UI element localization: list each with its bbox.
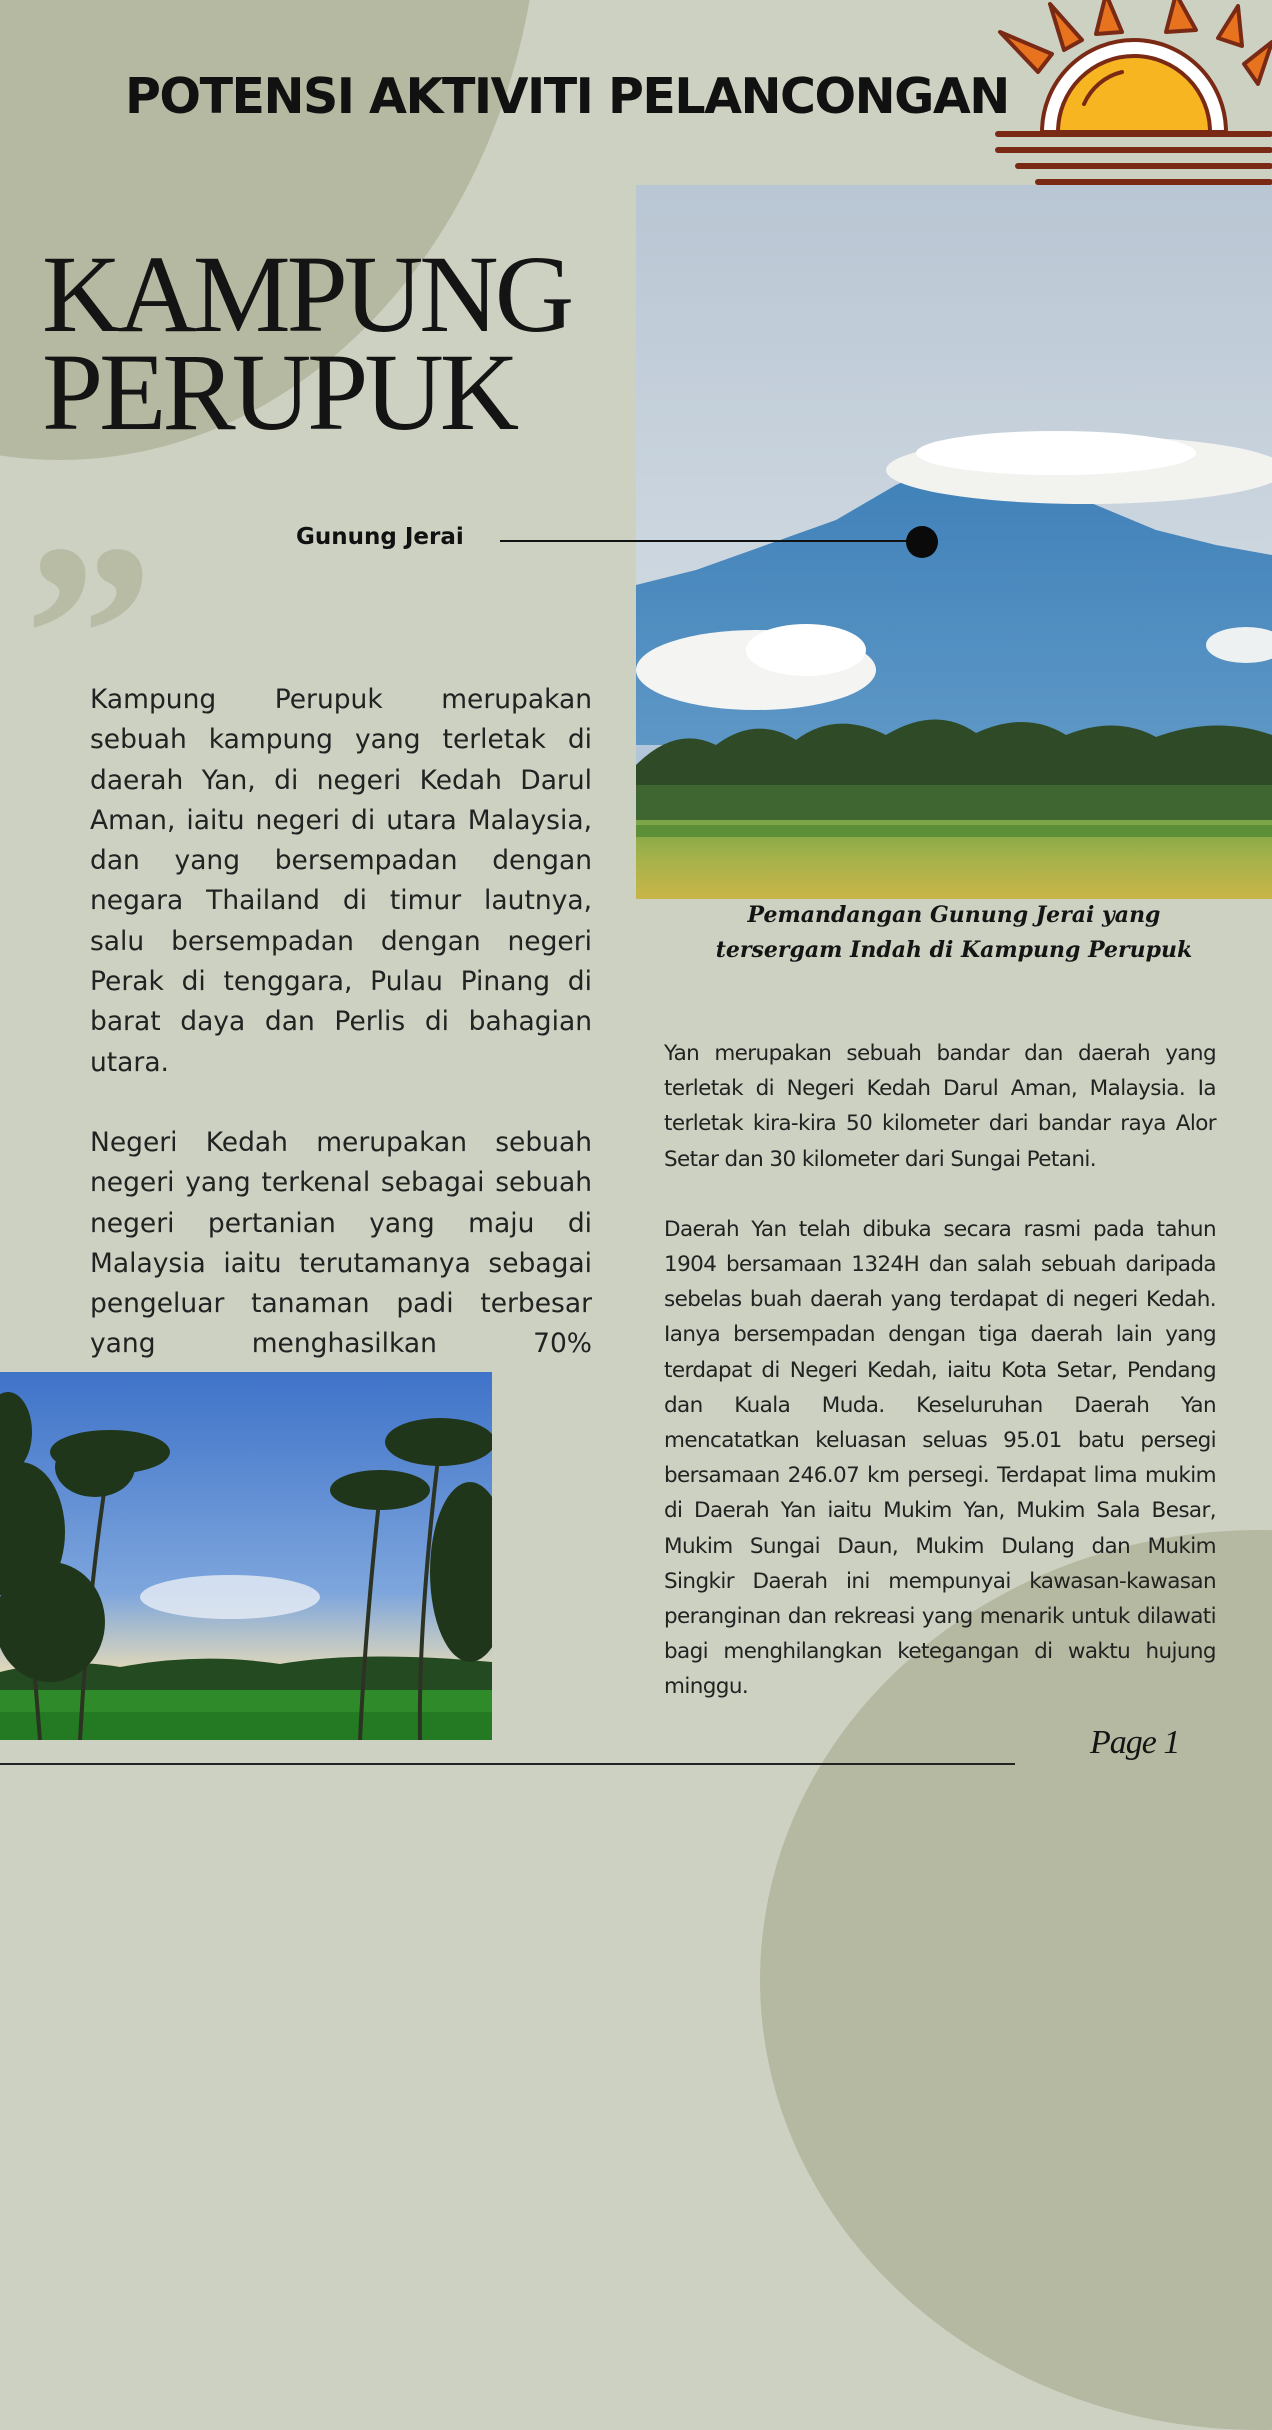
page-number: Page 1: [1090, 1724, 1180, 1761]
right-text-column: [664, 1036, 1216, 1740]
photo-caption: [636, 898, 1272, 968]
page-title-line2: PERUPUK: [42, 331, 516, 453]
page-title-line1: KAMPUNG: [42, 233, 571, 355]
photo-caption-line1: Pemandangan Gunung Jerai yang: [747, 902, 1161, 928]
photo-caption-line2: tersergam Indah di Kampung Perupuk: [715, 937, 1193, 963]
callout-label: Gunung Jerai: [296, 524, 464, 550]
callout-connector-line: [500, 540, 910, 542]
header-title: POTENSI AKTIVITI PELANCONGAN: [125, 68, 1009, 125]
callout-marker: [906, 526, 938, 558]
palm-tree-photo: [0, 1372, 492, 1740]
footer-divider: [0, 1763, 1015, 1765]
paragraph: Negeri Kedah merupakan sebuah negeri yang terkenal sebagai sebuah negeri pertanian yang maju di Malaysia iaitu terutamanya sebagai pengeluar tanaman padi terbesar yang menghasilkan 70%: [90, 1126, 592, 1360]
mountain-photo: [636, 185, 1272, 899]
paragraph: Kampung Perupuk merupakan sebuah kampung yang terletak di daerah Yan, di negeri Kedah Darul Aman, iaitu negeri di utara Malaysia, dan yang bersempadan dengan negara Thailand di timur lautnya, salu bersempadan dengan negeri Perak di tenggara, Pulau Pinang di barat daya dan Perlis di bahagian utara.: [90, 684, 592, 1078]
sunset-icon: [990, 0, 1272, 190]
quotation-mark-icon: ”: [24, 491, 154, 779]
left-text-column: [90, 680, 592, 1445]
page-title: [42, 233, 571, 453]
paragraph: Yan merupakan sebuah bandar dan daerah yang terletak di Negeri Kedah Darul Aman, Malaysia. Ia terletak kira-kira 50 kilometer dari bandar raya Alor Setar dan 30 kilometer dari Sungai Petani.: [664, 1041, 1216, 1172]
paragraph: Daerah Yan telah dibuka secara rasmi pada tahun 1904 bersamaan 1324H dan salah sebuah daripada sebelas buah daerah yang terdapat di negeri Kedah. Ianya bersempadan dengan tiga daerah lain yang terdapat di Negeri Kedah, iaitu Kota Setar, Pendang dan Kuala Muda. Keseluruhan Daerah Yan mencatatkan keluasan seluas 95.01 batu persegi bersamaan 246.07 km persegi. Terdapat lima mukim di Daerah Yan iaitu Mukim Yan, Mukim Sala Besar, Mukim Sungai Daun, Mukim Dulang dan Mukim Singkir Daerah ini mempunyai kawasan-kawasan peranginan dan rekreasi yang menarik untuk dilawati bagi menghilangkan ketegangan di waktu hujung minggu.: [664, 1216, 1216, 1700]
